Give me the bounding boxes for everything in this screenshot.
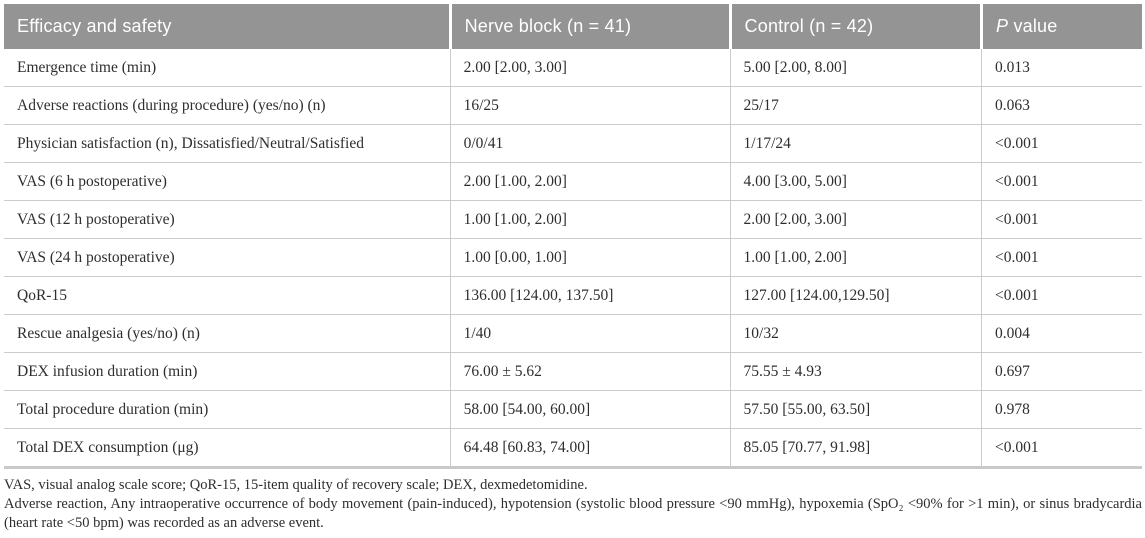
- table-row: [4, 49, 1142, 87]
- nerve-block-cell: 0/0/41: [450, 125, 730, 163]
- footnote-adverse-reaction-definition: Adverse reaction, Any intraoperative occurrence of body movement (pain-induced), hypotension (systolic blood pressure <90 mmHg), hypoxemia (SpO₂ <90% for >1 min), or sinus bradycardia (heart rate <50 bpm) was recorded as an adverse event.: [4, 496, 1142, 531]
- nerve-block-cell: 1/40: [450, 315, 730, 353]
- p-value-cell: <0.001: [982, 239, 1142, 277]
- nerve-block-cell: 1.00 [1.00, 2.00]: [450, 201, 730, 239]
- table-row: [4, 87, 1142, 125]
- p-value-cell: <0.001: [982, 201, 1142, 239]
- nerve-block-cell: 58.00 [54.00, 60.00]: [450, 391, 730, 429]
- table-row: [4, 315, 1142, 353]
- control-cell: 10/32: [730, 315, 981, 353]
- control-cell: 4.00 [3.00, 5.00]: [730, 163, 981, 201]
- row-label-cell: Physician satisfaction (n), Dissatisfied/Neutral/Satisfied: [4, 125, 450, 163]
- control-cell: 75.55 ± 4.93: [730, 353, 981, 391]
- column-header-control: Control (n = 42): [730, 4, 981, 49]
- column-header-efficacy-and-safety: Efficacy and safety: [4, 4, 450, 49]
- p-value-cell: 0.004: [982, 315, 1142, 353]
- column-header-p-value: [982, 4, 1142, 49]
- control-cell: 127.00 [124.00,129.50]: [730, 277, 981, 315]
- table-row: [4, 125, 1142, 163]
- row-label-cell: VAS (12 h postoperative): [4, 201, 450, 239]
- p-value-cell: <0.001: [982, 429, 1142, 468]
- p-value-cell: <0.001: [982, 125, 1142, 163]
- nerve-block-cell: 136.00 [124.00, 137.50]: [450, 277, 730, 315]
- table-header: [4, 4, 1142, 49]
- nerve-block-cell: 16/25: [450, 87, 730, 125]
- p-value-cell: 0.697: [982, 353, 1142, 391]
- control-cell: 85.05 [70.77, 91.98]: [730, 429, 981, 468]
- table-row: [4, 429, 1142, 468]
- table-body: [4, 49, 1142, 468]
- nerve-block-cell: 2.00 [2.00, 3.00]: [450, 49, 730, 87]
- footnote-abbreviations: VAS, visual analog scale score; QoR-15, 15-item quality of recovery scale; DEX, dexmedetomidine.: [4, 477, 588, 493]
- row-label-cell: QoR-15: [4, 277, 450, 315]
- column-header-nerve-block: Nerve block (n = 41): [450, 4, 730, 49]
- efficacy-safety-table: [4, 4, 1142, 469]
- table-row: [4, 201, 1142, 239]
- p-value-cell: <0.001: [982, 163, 1142, 201]
- p-value-cell: <0.001: [982, 277, 1142, 315]
- control-cell: 1.00 [1.00, 2.00]: [730, 239, 981, 277]
- nerve-block-cell: 1.00 [0.00, 1.00]: [450, 239, 730, 277]
- p-value-cell: 0.013: [982, 49, 1142, 87]
- nerve-block-cell: 76.00 ± 5.62: [450, 353, 730, 391]
- row-label-cell: VAS (6 h postoperative): [4, 163, 450, 201]
- table-row: [4, 239, 1142, 277]
- p-value-italic-p: P: [996, 16, 1009, 36]
- row-label-cell: VAS (24 h postoperative): [4, 239, 450, 277]
- control-cell: 1/17/24: [730, 125, 981, 163]
- row-label-cell: Rescue analgesia (yes/no) (n): [4, 315, 450, 353]
- control-cell: 57.50 [55.00, 63.50]: [730, 391, 981, 429]
- row-label-cell: Total procedure duration (min): [4, 391, 450, 429]
- p-value-cell: 0.063: [982, 87, 1142, 125]
- table-row: [4, 277, 1142, 315]
- row-label-cell: Emergence time (min): [4, 49, 450, 87]
- row-label-cell: DEX infusion duration (min): [4, 353, 450, 391]
- table-footnotes: [4, 476, 1142, 533]
- row-label-cell: Total DEX consumption (μg): [4, 429, 450, 468]
- p-value-rest: value: [1013, 16, 1058, 36]
- control-cell: 5.00 [2.00, 8.00]: [730, 49, 981, 87]
- table-row: [4, 163, 1142, 201]
- p-value-cell: 0.978: [982, 391, 1142, 429]
- table-row: [4, 391, 1142, 429]
- control-cell: 2.00 [2.00, 3.00]: [730, 201, 981, 239]
- nerve-block-cell: 2.00 [1.00, 2.00]: [450, 163, 730, 201]
- header-row: [4, 4, 1142, 49]
- nerve-block-cell: 64.48 [60.83, 74.00]: [450, 429, 730, 468]
- table-row: [4, 353, 1142, 391]
- control-cell: 25/17: [730, 87, 981, 125]
- row-label-cell: Adverse reactions (during procedure) (yes/no) (n): [4, 87, 450, 125]
